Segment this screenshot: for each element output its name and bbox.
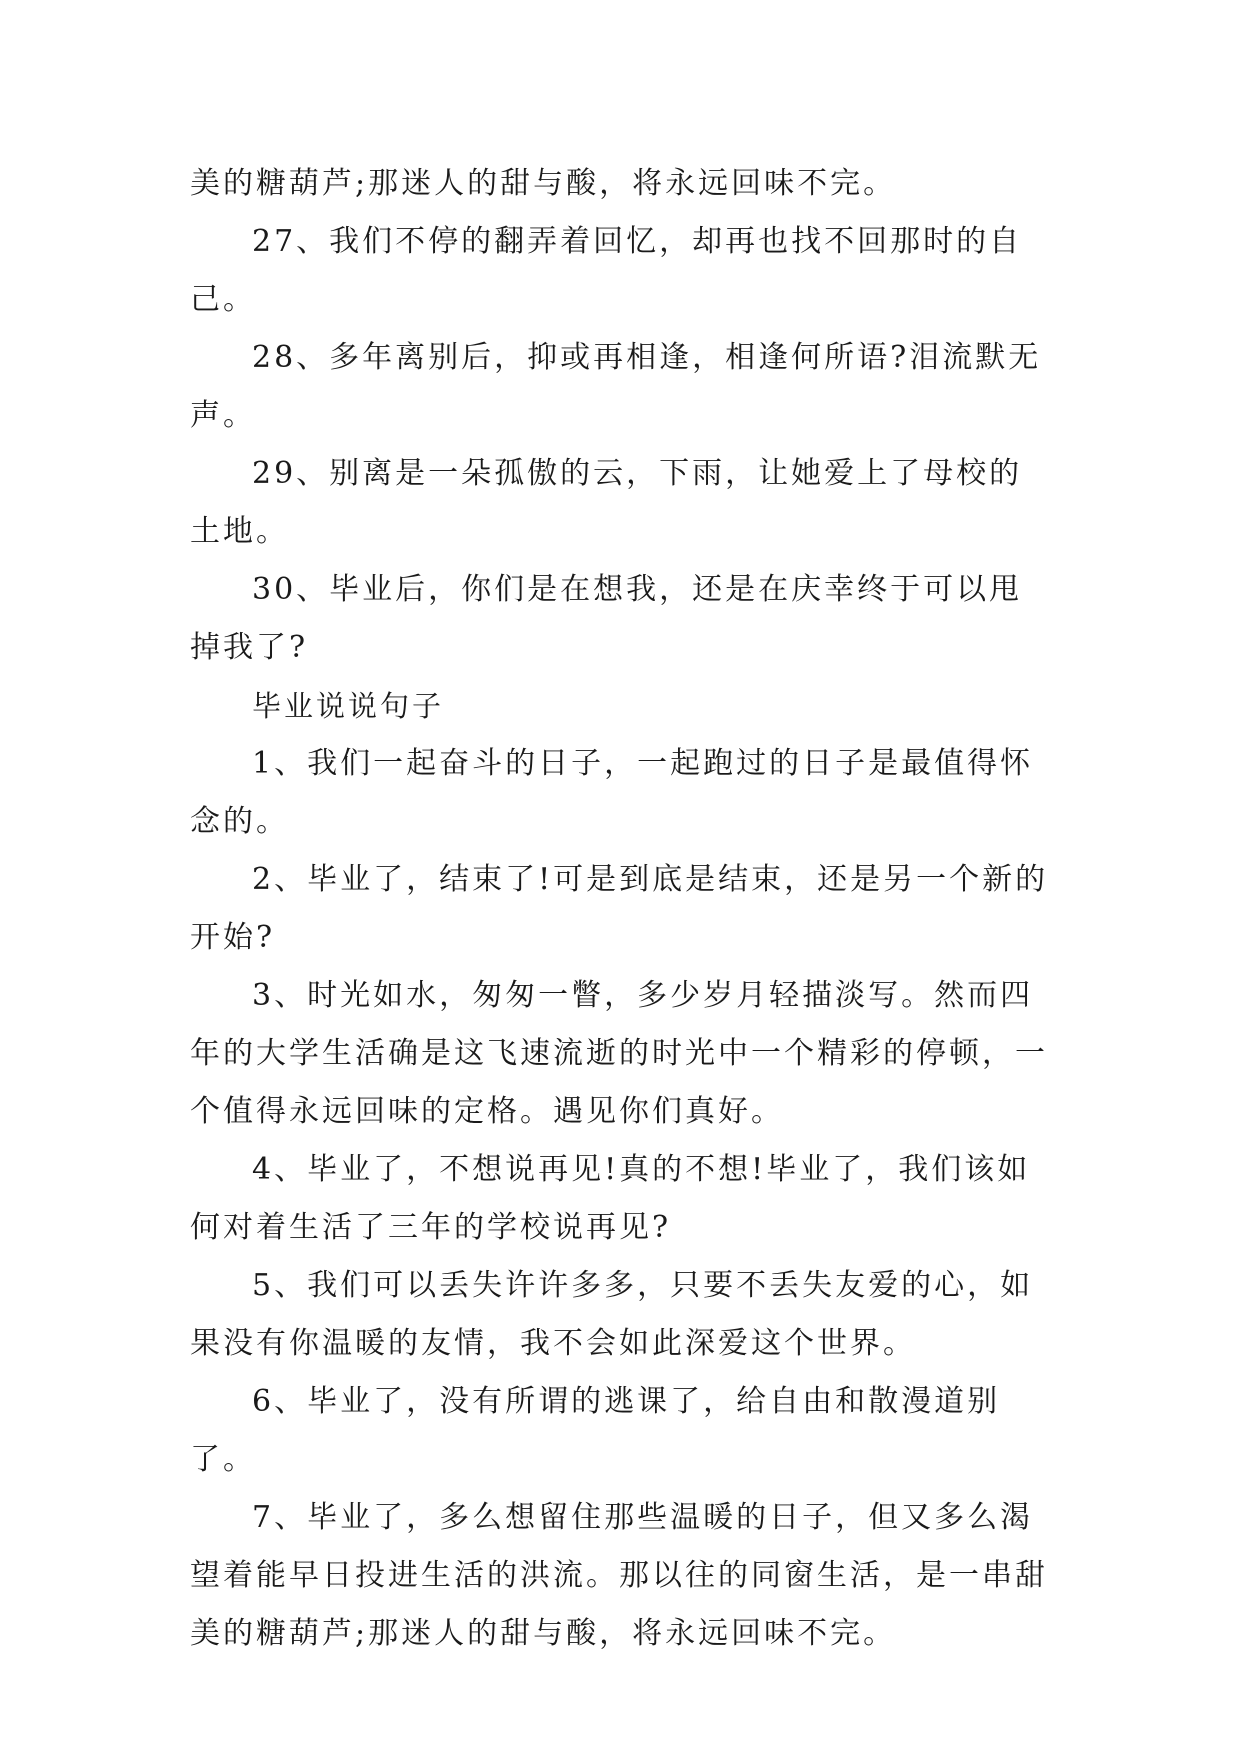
- section-heading: 毕业说说句子: [252, 689, 445, 723]
- paragraph-continuation: 美的糖葫芦;那迷人的甜与酸，将永远回味不完。: [190, 166, 897, 201]
- section-paragraph-7: 7、毕业了，多么想留住那些温暖的日子，但又多么渴望着能早日投进生活的洪流。那以往的同窗生活，是一串甜美的糖葫芦;那迷人的甜与酸，将永远回味不完。: [190, 1500, 1048, 1651]
- paragraph-item-28: 28、多年离别后，抑或再相逢，相逢何所语?泪流默无声。: [190, 340, 1042, 433]
- document-body: [190, 155, 1050, 1663]
- paragraph-item-29: 29、别离是一朵孤傲的云，下雨，让她爱上了母校的土地。: [190, 456, 1023, 549]
- section-paragraph-6: 6、毕业了，没有所谓的逃课了，给自由和散漫道别了。: [190, 1384, 1001, 1477]
- section-paragraph-2: 2、毕业了，结束了!可是到底是结束，还是另一个新的开始?: [190, 862, 1049, 955]
- section-paragraph-1: 1、我们一起奋斗的日子，一起跑过的日子是最值得怀念的。: [190, 746, 1034, 839]
- section-paragraph-3: 3、时光如水，匆匆一瞥，多少岁月轻描淡写。然而四年的大学生活确是这飞速流逝的时光中一个精彩的停顿，一个值得永远回味的定格。遇见你们真好。: [190, 978, 1048, 1129]
- section-paragraph-5: 5、我们可以丢失许许多多，只要不丢失友爱的心，如果没有你温暖的友情，我不会如此深爱这个世界。: [190, 1268, 1034, 1361]
- section-paragraph-4: 4、毕业了，不想说再见!真的不想!毕业了，我们该如何对着生活了三年的学校说再见?: [190, 1152, 1031, 1245]
- paragraph-item-27: 27、我们不停的翻弄着回忆，却再也找不回那时的自己。: [190, 224, 1023, 317]
- paragraph-item-30: 30、毕业后，你们是在想我，还是在庆幸终于可以甩掉我了?: [190, 572, 1023, 665]
